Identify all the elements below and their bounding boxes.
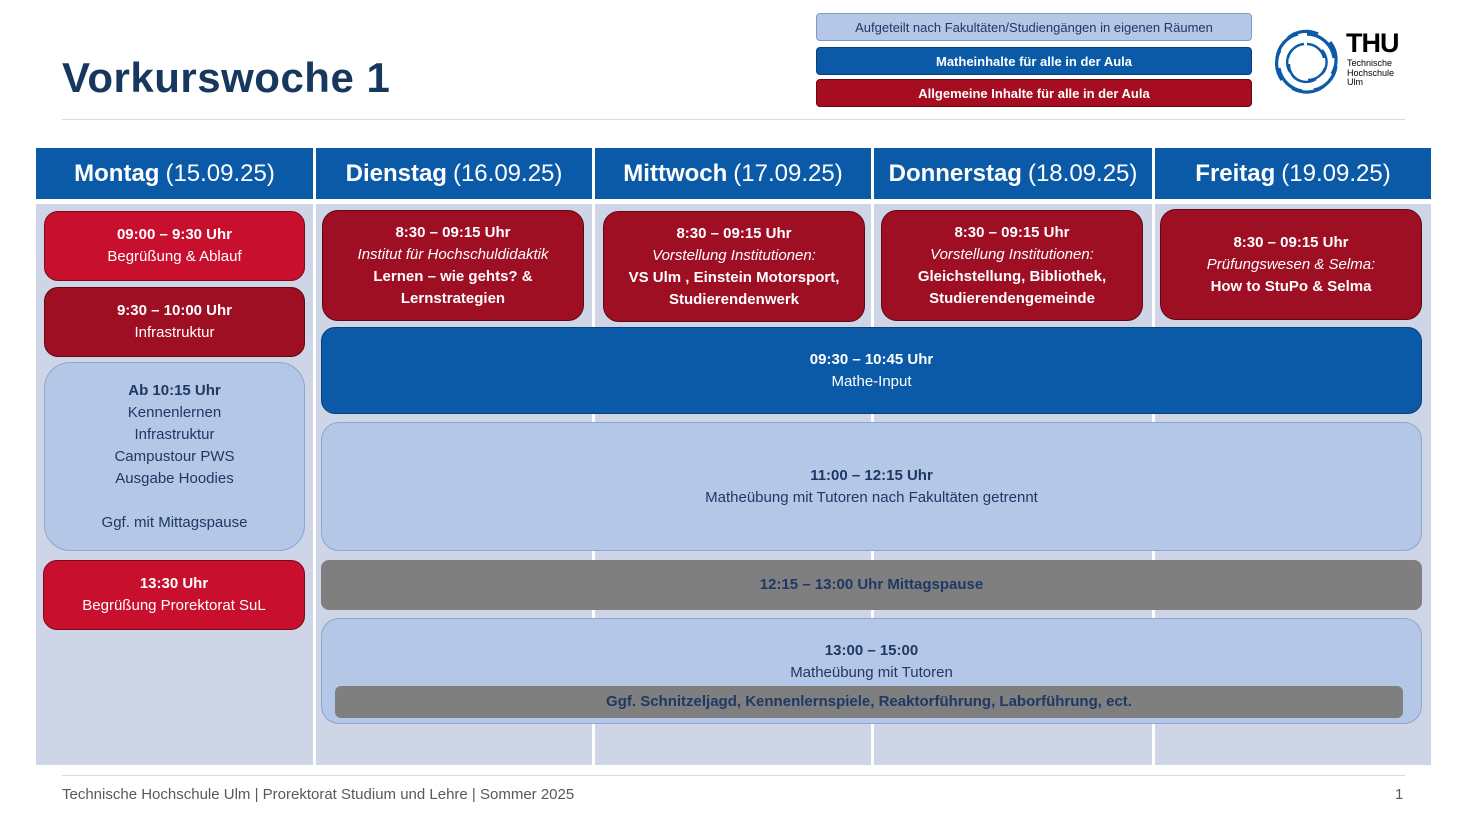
event-monday-getting-to-know: Ab 10:15 Uhr Kennenlernen Infrastruktur Campustour PWS Ausgabe Hoodies Ggf. mit Mittagspause <box>44 362 305 551</box>
thu-swirl-icon <box>1272 28 1342 96</box>
day-header-wednesday: Mittwoch (17.09.25) <box>595 148 871 199</box>
event-math-exercise-faculties: 11:00 – 12:15 Uhr Matheübung mit Tutoren nach Fakultäten getrennt <box>321 422 1422 551</box>
event-monday-prorectorate: 13:30 Uhr Begrüßung Prorektorat SuL <box>43 560 305 630</box>
day-header-friday: Freitag (19.09.25) <box>1155 148 1431 199</box>
day-header-monday: Montag (15.09.25) <box>36 148 313 199</box>
thu-logo: THU Technische Hochschule Ulm <box>1272 28 1412 96</box>
day-header-tuesday: Dienstag (16.09.25) <box>316 148 592 199</box>
page-number: 1 <box>1395 786 1404 803</box>
page-title: Vorkurswoche 1 <box>62 54 391 101</box>
event-optional-activities: Ggf. Schnitzeljagd, Kennenlernspiele, Reaktorführung, Laborführung, ect. <box>335 686 1403 718</box>
event-monday-welcome: 09:00 – 9:30 Uhr Begrüßung & Ablauf <box>44 211 305 281</box>
event-math-exercise-tutors: 13:00 – 15:00 Matheübung mit Tutoren <box>321 618 1422 724</box>
legend-general-aula: Allgemeine Inhalte für alle in der Aula <box>816 79 1252 107</box>
day-header-thursday: Donnerstag (18.09.25) <box>874 148 1152 199</box>
event-lunch-break: 12:15 – 13:00 Uhr Mittagspause <box>321 560 1422 610</box>
legend-faculty-rooms: Aufgeteilt nach Fakultäten/Studiengängen in eigenen Räumen <box>816 13 1252 41</box>
event-thursday-institutions: 8:30 – 09:15 Uhr Vorstellung Institutionen: Gleichstellung, Bibliothek, Studierendengemeinde <box>881 210 1143 321</box>
footer-text: Technische Hochschule Ulm | Prorektorat Studium und Lehre | Sommer 2025 <box>62 786 575 803</box>
event-tuesday-didactics: 8:30 – 09:15 Uhr Institut für Hochschuldidaktik Lernen – wie gehts? & Lernstrategien <box>322 210 584 321</box>
legend-math-aula: Matheinhalte für alle in der Aula <box>816 47 1252 75</box>
title-divider <box>62 119 1405 120</box>
footer-divider <box>62 775 1405 776</box>
event-friday-exams: 8:30 – 09:15 Uhr Prüfungswesen & Selma: How to StuPo & Selma <box>1160 209 1422 320</box>
event-wednesday-institutions: 8:30 – 09:15 Uhr Vorstellung Institutionen: VS Ulm , Einstein Motorsport, Studierendenwerk <box>603 211 865 322</box>
event-math-input: 09:30 – 10:45 Uhr Mathe-Input <box>321 327 1422 414</box>
event-monday-infrastructure: 9:30 – 10:00 Uhr Infrastruktur <box>44 287 305 357</box>
